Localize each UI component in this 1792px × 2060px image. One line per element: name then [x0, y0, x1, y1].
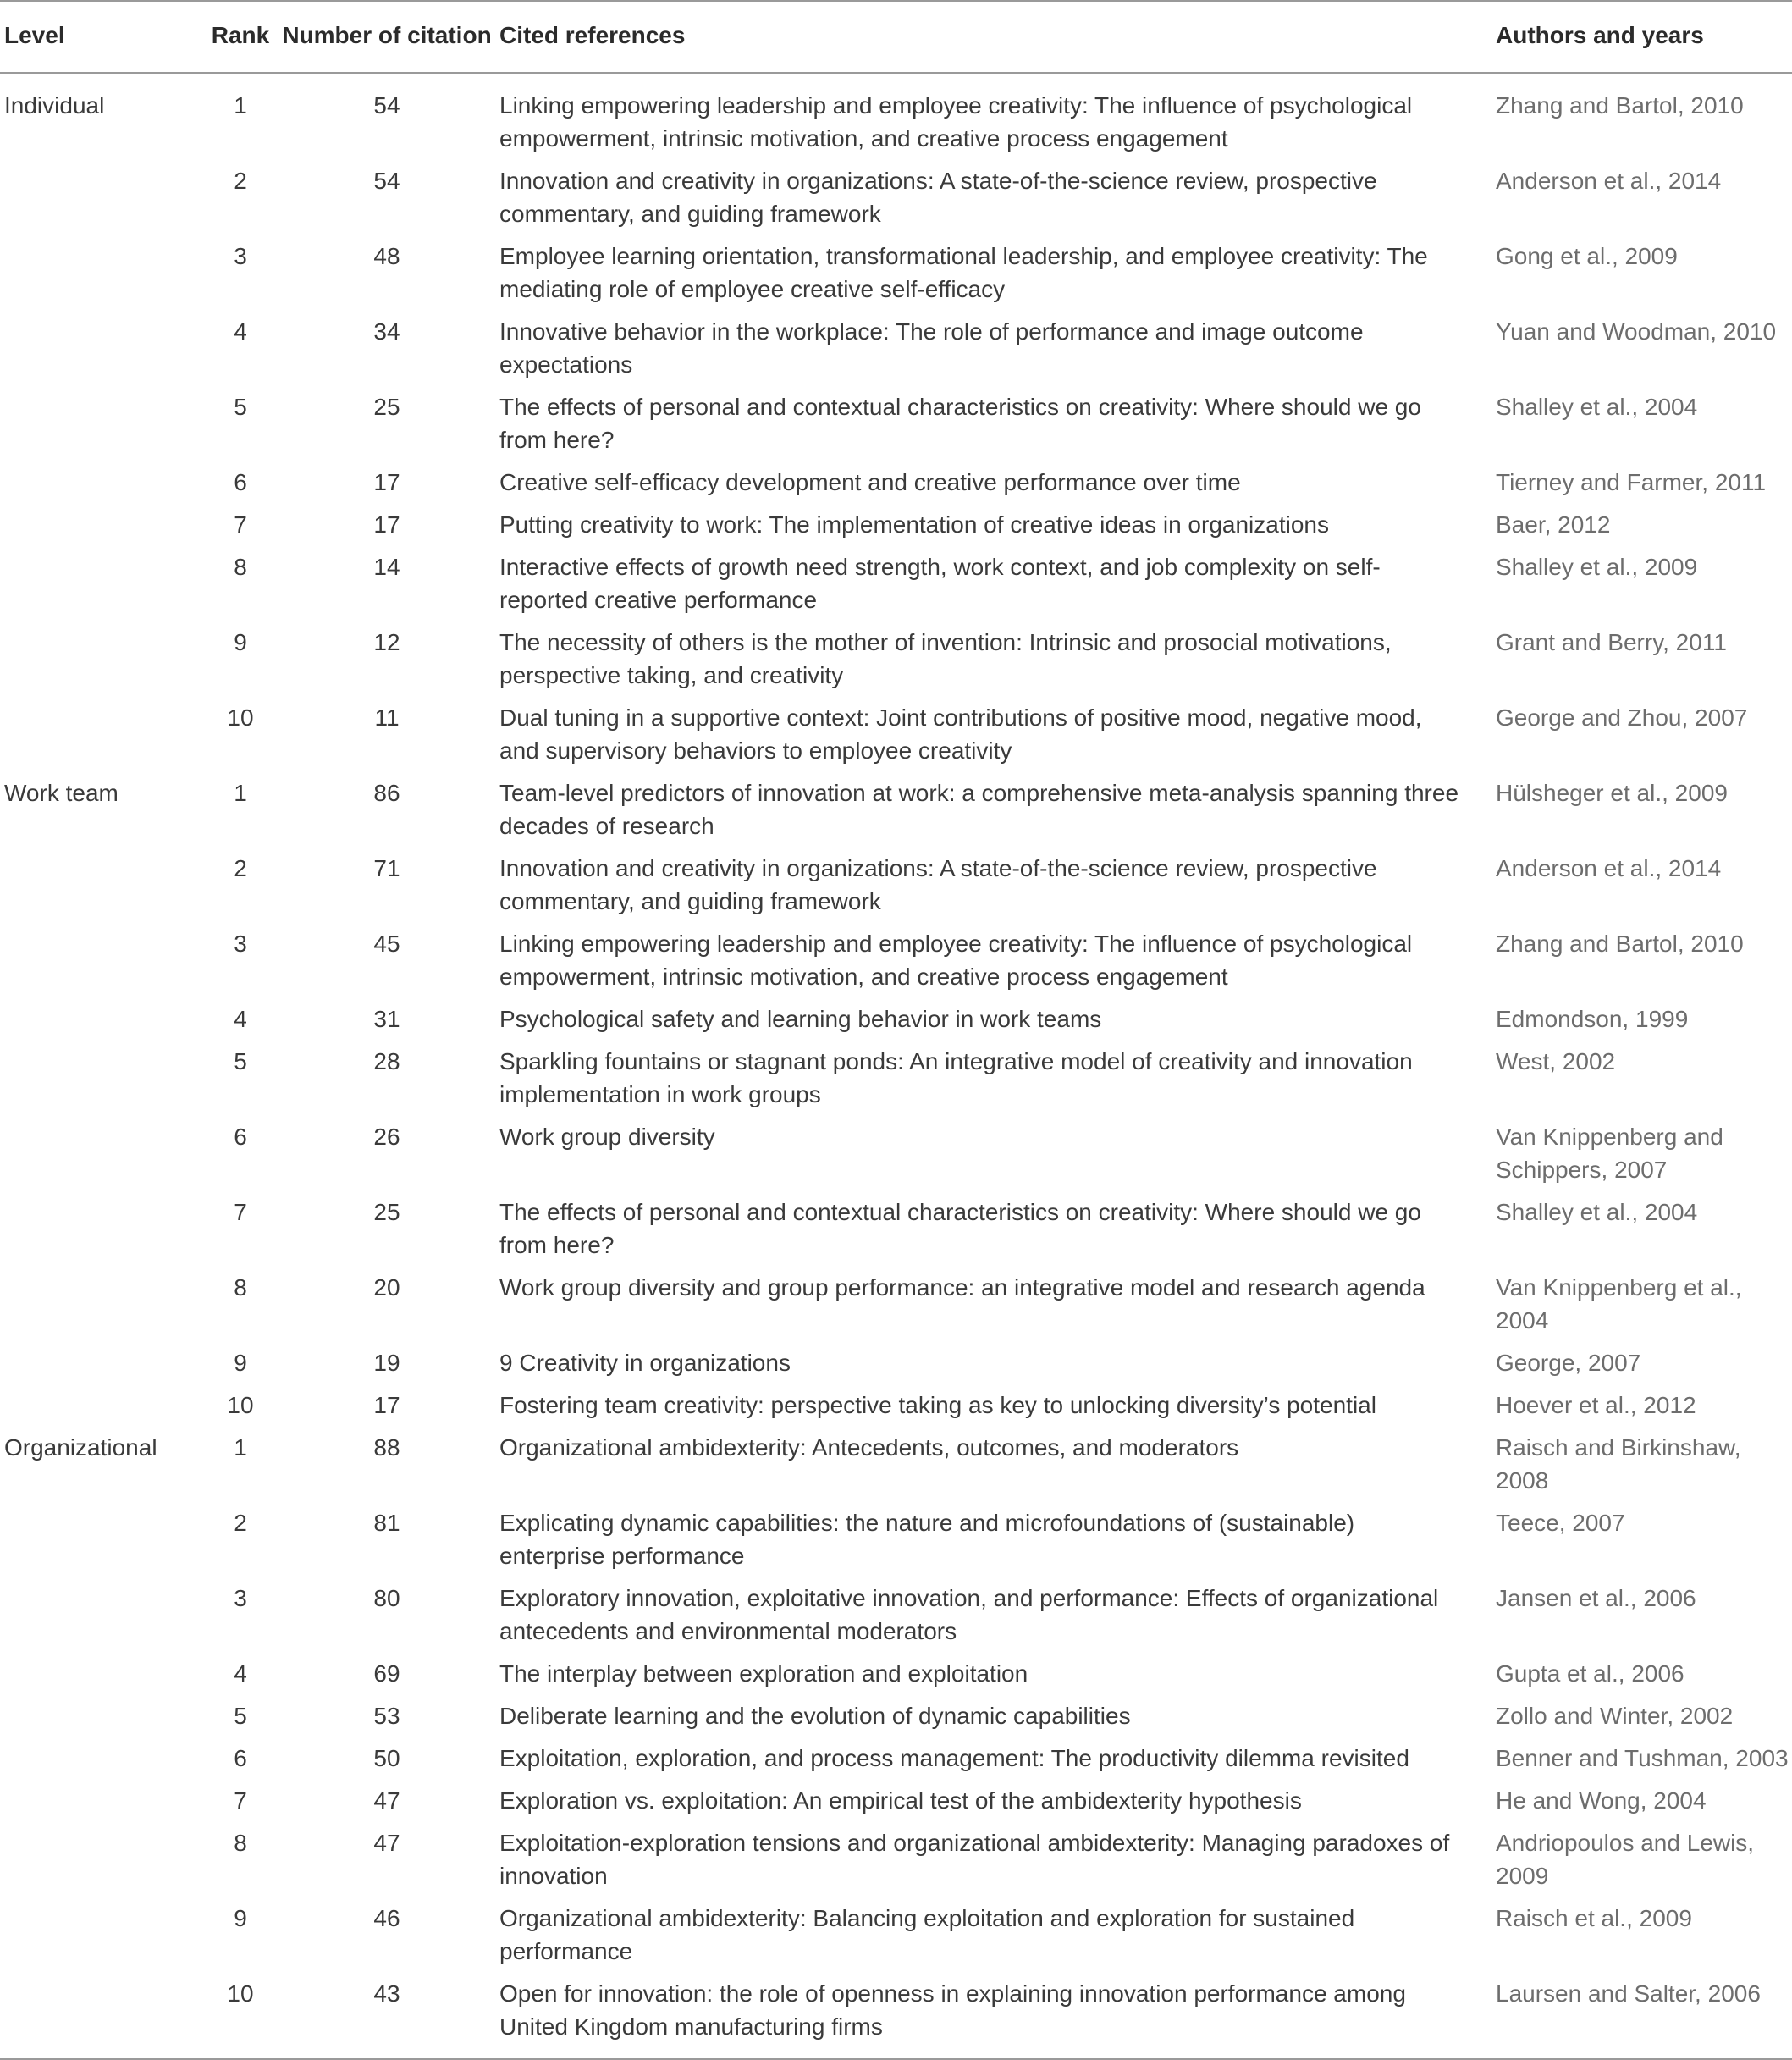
cell-cited-reference: Organizational ambidexterity: Antecedents, outcomes, and moderators	[499, 1434, 1239, 1461]
cell-authors-and-years: Jansen et al., 2006	[1496, 1585, 1696, 1611]
cell-cited-reference: Linking empowering leadership and employee creativity: The influence of psychological empowerment, intrinsic motivation, and creative process engagement	[499, 92, 1413, 152]
cell-cited-reference: The interplay between exploration and exploitation	[499, 1660, 1028, 1687]
cell-rank: 8	[234, 554, 247, 580]
cell-cited-reference: Exploitation-exploration tensions and organizational ambidexterity: Managing paradoxes of innovation	[499, 1830, 1450, 1889]
cell-number-of-citation: 12	[373, 629, 400, 655]
cell-number-of-citation: 43	[373, 1980, 400, 2007]
cell-cited-reference: The effects of personal and contextual characteristics on creativity: Where should we go from here?	[499, 394, 1421, 453]
table-header	[0, 1, 1792, 73]
table-row	[0, 849, 1792, 925]
cell-authors-and-years: Shalley et al., 2004	[1496, 1199, 1698, 1225]
header-number-of-citation: Number of citation	[282, 22, 492, 48]
cell-rank: 3	[234, 931, 247, 957]
cell-cited-reference: Interactive effects of growth need strength, work context, and job complexity on self-reported creative performance	[499, 554, 1381, 613]
cell-cited-reference: Open for innovation: the role of openness in explaining innovation performance among United Kingdom manufacturing firms	[499, 1980, 1406, 2040]
cell-cited-reference: Creative self-efficacy development and creative performance over time	[499, 469, 1241, 495]
table-row	[0, 1974, 1792, 2059]
table-row	[0, 1697, 1792, 1739]
cell-number-of-citation: 69	[373, 1660, 400, 1687]
table-row	[0, 623, 1792, 699]
cell-authors-and-years: Hoever et al., 2012	[1496, 1392, 1696, 1418]
cell-number-of-citation: 31	[373, 1006, 400, 1032]
cell-cited-reference: Work group diversity and group performance: an integrative model and research agenda	[499, 1274, 1425, 1301]
table-row	[0, 1386, 1792, 1428]
cell-number-of-citation: 11	[374, 704, 400, 731]
cell-number-of-citation: 48	[373, 243, 400, 269]
cell-level	[0, 1654, 207, 1697]
cell-level	[0, 162, 207, 237]
cell-rank: 9	[234, 1905, 247, 1931]
cell-rank: 3	[234, 1585, 247, 1611]
cell-cited-reference: Explicating dynamic capabilities: the nature and microfoundations of (sustainable) enterprise performance	[499, 1510, 1355, 1569]
cell-number-of-citation: 14	[373, 554, 400, 580]
cell-authors-and-years: Laursen and Salter, 2006	[1496, 1980, 1761, 2007]
cell-level	[0, 1781, 207, 1824]
cell-rank: 8	[234, 1830, 247, 1856]
table-row	[0, 548, 1792, 623]
cell-cited-reference: 9 Creativity in organizations	[499, 1350, 791, 1376]
cell-number-of-citation: 80	[373, 1585, 400, 1611]
cell-authors-and-years: Hülsheger et al., 2009	[1496, 780, 1728, 806]
cell-level	[0, 1344, 207, 1386]
cell-level	[0, 237, 207, 312]
cell-authors-and-years: Anderson et al., 2014	[1496, 855, 1722, 881]
cell-authors-and-years: Gupta et al., 2006	[1496, 1660, 1684, 1687]
cell-number-of-citation: 17	[373, 1392, 400, 1418]
cell-authors-and-years: Tierney and Farmer, 2011	[1496, 469, 1767, 495]
table-row	[0, 73, 1792, 162]
table-row	[0, 505, 1792, 548]
cell-cited-reference: Exploratory innovation, exploitative innovation, and performance: Effects of organizational antecedents and environmental moderators	[499, 1585, 1439, 1644]
cell-number-of-citation: 19	[373, 1350, 400, 1376]
cell-authors-and-years: Andriopoulos and Lewis, 2009	[1496, 1830, 1755, 1889]
table-row	[0, 162, 1792, 237]
cell-number-of-citation: 34	[373, 318, 400, 345]
cell-rank: 1	[234, 780, 247, 806]
cell-rank: 2	[234, 855, 247, 881]
cell-rank: 5	[234, 394, 247, 420]
cell-cited-reference: Psychological safety and learning behavior in work teams	[499, 1006, 1102, 1032]
table-row	[0, 1193, 1792, 1268]
cell-number-of-citation: 17	[373, 469, 400, 495]
cell-authors-and-years: Yuan and Woodman, 2010	[1496, 318, 1777, 345]
cell-rank: 7	[234, 1787, 247, 1814]
cell-rank: 1	[234, 92, 247, 119]
cell-cited-reference: Putting creativity to work: The implementation of creative ideas in organizations	[499, 511, 1329, 538]
cell-level	[0, 463, 207, 505]
cell-cited-reference: Team-level predictors of innovation at work: a comprehensive meta-analysis spanning three decades of research	[499, 780, 1459, 839]
cell-cited-reference: Work group diversity	[499, 1124, 715, 1150]
cell-level	[0, 1824, 207, 1899]
cell-rank: 6	[234, 469, 247, 495]
table-row	[0, 1344, 1792, 1386]
cell-authors-and-years: Raisch et al., 2009	[1496, 1905, 1692, 1931]
cell-number-of-citation: 28	[373, 1048, 400, 1074]
cell-cited-reference: Innovation and creativity in organizations: A state-of-the-science review, prospective commentary, and guiding framework	[499, 855, 1377, 914]
table-row	[0, 1824, 1792, 1899]
cell-level	[0, 699, 207, 774]
table-row	[0, 1899, 1792, 1974]
cell-level	[0, 1193, 207, 1268]
table-row	[0, 237, 1792, 312]
table-row	[0, 699, 1792, 774]
cell-level	[0, 1386, 207, 1428]
cell-number-of-citation: 86	[373, 780, 400, 806]
table-row	[0, 1739, 1792, 1781]
cell-cited-reference: Sparkling fountains or stagnant ponds: An integrative model of creativity and innovation implementation in work groups	[499, 1048, 1413, 1107]
cell-rank: 7	[234, 1199, 247, 1225]
table-row	[0, 774, 1792, 849]
cell-rank: 1	[234, 1434, 247, 1461]
cell-rank: 8	[234, 1274, 247, 1301]
cell-authors-and-years: George, 2007	[1496, 1350, 1641, 1376]
table-row	[0, 1781, 1792, 1824]
cell-cited-reference: Linking empowering leadership and employee creativity: The influence of psychological empowerment, intrinsic motivation, and creative process engagement	[499, 931, 1413, 990]
cell-authors-and-years: Van Knippenberg and Schippers, 2007	[1496, 1124, 1723, 1183]
table-body	[0, 73, 1792, 2059]
cell-rank: 4	[234, 1660, 247, 1687]
header-level: Level	[4, 22, 65, 48]
table-row	[0, 1042, 1792, 1118]
cell-number-of-citation: 25	[373, 1199, 400, 1225]
cell-level	[0, 505, 207, 548]
cell-rank: 4	[234, 318, 247, 345]
cell-authors-and-years: Raisch and Birkinshaw, 2008	[1496, 1434, 1741, 1494]
cell-number-of-citation: 25	[373, 394, 400, 420]
cell-authors-and-years: Zhang and Bartol, 2010	[1496, 931, 1744, 957]
cell-level	[0, 1974, 207, 2059]
cell-number-of-citation: 54	[373, 92, 400, 119]
cell-authors-and-years: He and Wong, 2004	[1496, 1787, 1707, 1814]
cell-authors-and-years: Edmondson, 1999	[1496, 1006, 1689, 1032]
cell-level	[0, 1000, 207, 1042]
cell-rank: 10	[227, 704, 254, 731]
table-row	[0, 1504, 1792, 1579]
cell-number-of-citation: 71	[373, 855, 400, 881]
cell-cited-reference: The effects of personal and contextual characteristics on creativity: Where should we go from here?	[499, 1199, 1421, 1258]
cell-level	[0, 1042, 207, 1118]
cell-number-of-citation: 81	[373, 1510, 400, 1536]
cell-cited-reference: Deliberate learning and the evolution of dynamic capabilities	[499, 1703, 1131, 1729]
table-row	[0, 312, 1792, 388]
cell-rank: 10	[227, 1980, 254, 2007]
cell-rank: 9	[234, 1350, 247, 1376]
cell-rank: 9	[234, 629, 247, 655]
cell-number-of-citation: 20	[373, 1274, 400, 1301]
cell-cited-reference: Exploitation, exploration, and process management: The productivity dilemma revisited	[499, 1745, 1409, 1771]
cell-cited-reference: Exploration vs. exploitation: An empirical test of the ambidexterity hypothesis	[499, 1787, 1302, 1814]
cell-authors-and-years: Zollo and Winter, 2002	[1496, 1703, 1734, 1729]
cell-number-of-citation: 50	[373, 1745, 400, 1771]
cell-authors-and-years: Teece, 2007	[1496, 1510, 1625, 1536]
cell-rank: 5	[234, 1703, 247, 1729]
cell-level	[0, 1697, 207, 1739]
cell-number-of-citation: 53	[373, 1703, 400, 1729]
header-rank: Rank	[211, 22, 270, 48]
cell-authors-and-years: Gong et al., 2009	[1496, 243, 1678, 269]
cell-cited-reference: Innovative behavior in the workplace: The role of performance and image outcome expectations	[499, 318, 1364, 378]
cell-level	[0, 548, 207, 623]
cell-authors-and-years: Shalley et al., 2004	[1496, 394, 1698, 420]
cell-level	[0, 1899, 207, 1974]
cell-cited-reference: Employee learning orientation, transformational leadership, and employee creativity: The mediating role of employee creative self-efficacy	[499, 243, 1428, 302]
cell-rank: 10	[227, 1392, 254, 1418]
cell-authors-and-years: West, 2002	[1496, 1048, 1616, 1074]
cell-number-of-citation: 88	[373, 1434, 400, 1461]
cell-authors-and-years: Anderson et al., 2014	[1496, 168, 1722, 194]
cell-cited-reference: Fostering team creativity: perspective taking as key to unlocking diversity’s potential	[499, 1392, 1376, 1418]
cell-number-of-citation: 45	[373, 931, 400, 957]
cell-level	[0, 1268, 207, 1344]
cell-level: Individual	[4, 92, 105, 119]
header-authors-and-years: Authors and years	[1496, 22, 1704, 48]
cell-level	[0, 1504, 207, 1579]
table-row	[0, 1268, 1792, 1344]
cell-level	[0, 1118, 207, 1193]
cell-level: Work team	[4, 780, 119, 806]
cell-level	[0, 925, 207, 1000]
cell-level	[0, 388, 207, 463]
cell-cited-reference: Dual tuning in a supportive context: Joint contributions of positive mood, negative mood, and supervisory behaviors to employee creativity	[499, 704, 1422, 764]
cell-rank: 6	[234, 1745, 247, 1771]
cell-authors-and-years: Baer, 2012	[1496, 511, 1611, 538]
cell-cited-reference: The necessity of others is the mother of invention: Intrinsic and prosocial motivations, perspective taking, and creativity	[499, 629, 1392, 688]
header-row	[0, 1, 1792, 73]
table-row	[0, 1428, 1792, 1504]
cell-rank: 3	[234, 243, 247, 269]
cell-rank: 7	[234, 511, 247, 538]
cell-level	[0, 1579, 207, 1654]
cell-rank: 4	[234, 1006, 247, 1032]
cell-level	[0, 849, 207, 925]
cell-authors-and-years: Zhang and Bartol, 2010	[1496, 92, 1744, 119]
cell-rank: 6	[234, 1124, 247, 1150]
cell-cited-reference: Organizational ambidexterity: Balancing exploitation and exploration for sustained performance	[499, 1905, 1355, 1964]
cell-authors-and-years: Van Knippenberg et al., 2004	[1496, 1274, 1742, 1334]
table-row	[0, 388, 1792, 463]
table-row	[0, 1118, 1792, 1193]
cell-rank: 5	[234, 1048, 247, 1074]
cell-authors-and-years: Shalley et al., 2009	[1496, 554, 1698, 580]
table-row	[0, 463, 1792, 505]
cell-rank: 2	[234, 1510, 247, 1536]
cell-level	[0, 1739, 207, 1781]
cell-number-of-citation: 54	[373, 168, 400, 194]
cell-level	[0, 623, 207, 699]
cell-authors-and-years: Benner and Tushman, 2003	[1496, 1745, 1789, 1771]
table-row	[0, 1000, 1792, 1042]
table-row	[0, 1579, 1792, 1654]
cell-authors-and-years: Grant and Berry, 2011	[1496, 629, 1727, 655]
table-row	[0, 925, 1792, 1000]
cell-number-of-citation: 26	[373, 1124, 400, 1150]
cell-rank: 2	[234, 168, 247, 194]
cell-number-of-citation: 47	[373, 1787, 400, 1814]
table-row	[0, 1654, 1792, 1697]
cell-level	[0, 312, 207, 388]
cell-number-of-citation: 17	[373, 511, 400, 538]
cell-cited-reference: Innovation and creativity in organizations: A state-of-the-science review, prospective commentary, and guiding framework	[499, 168, 1377, 227]
cell-authors-and-years: George and Zhou, 2007	[1496, 704, 1748, 731]
cell-number-of-citation: 47	[373, 1830, 400, 1856]
cell-level: Organizational	[4, 1434, 157, 1461]
cell-number-of-citation: 46	[373, 1905, 400, 1931]
header-cited-references: Cited references	[499, 22, 686, 48]
